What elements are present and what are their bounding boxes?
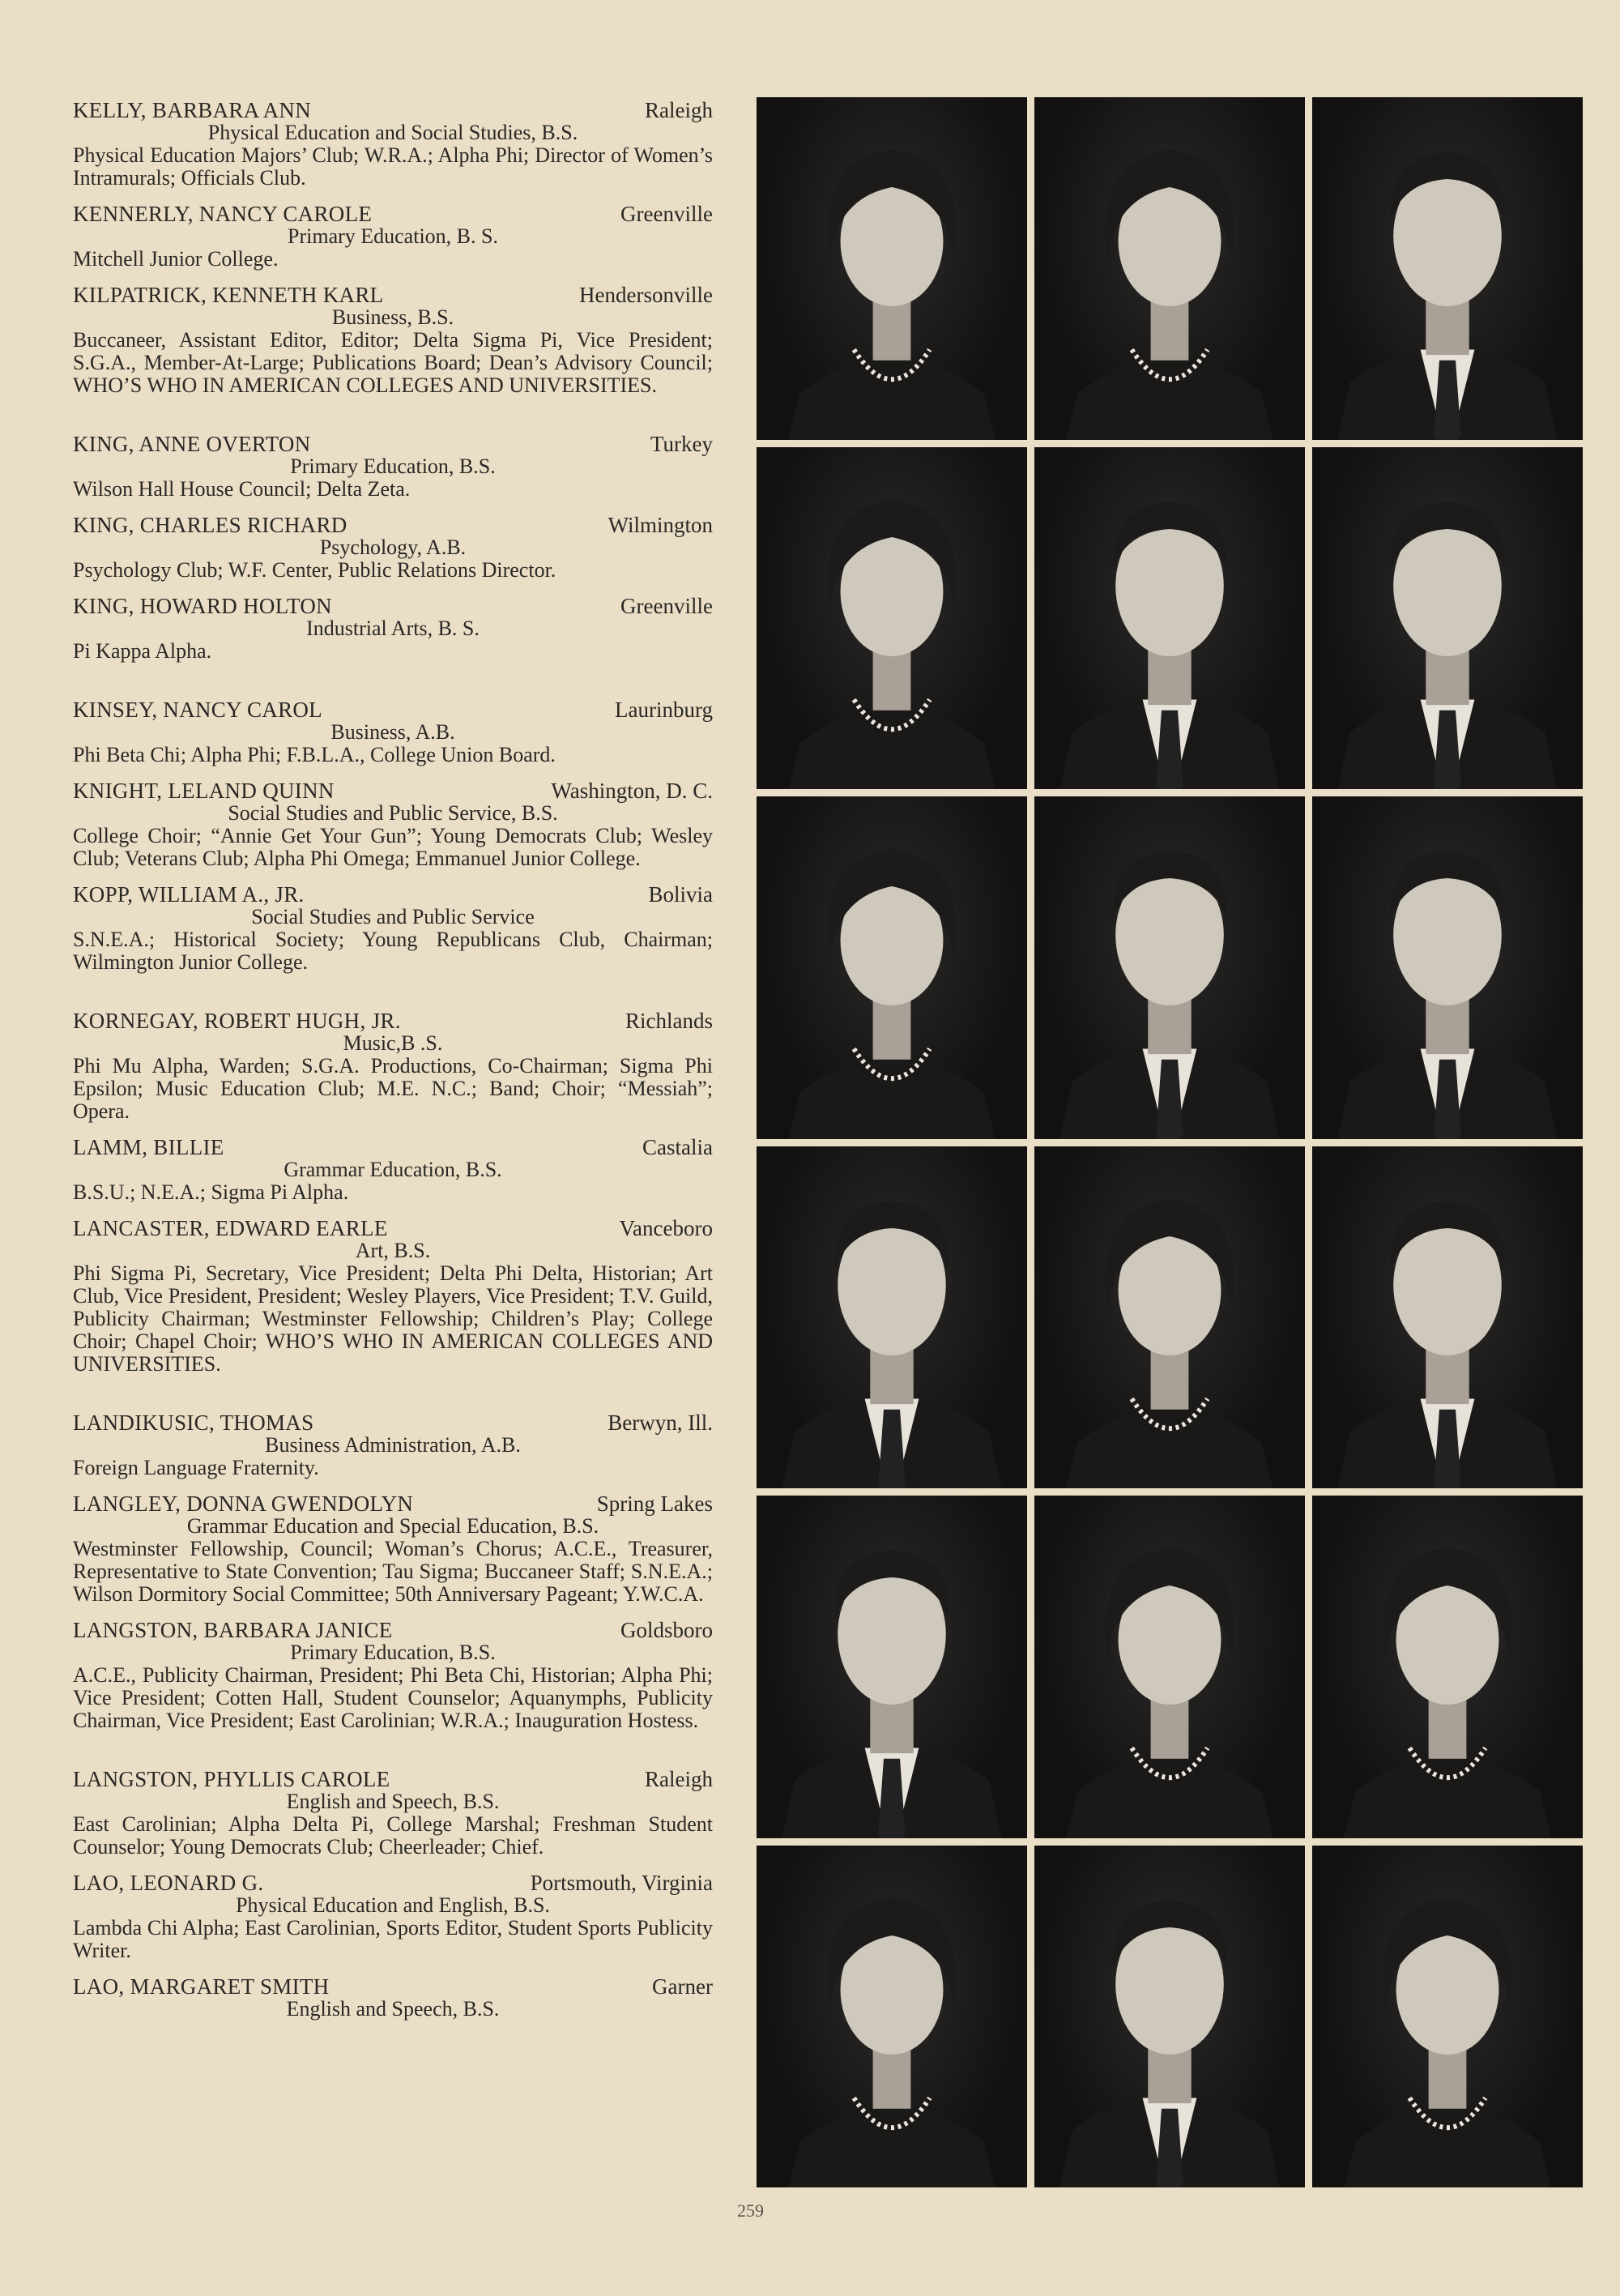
portrait-photo (1312, 1146, 1583, 1489)
senior-entry (73, 883, 713, 974)
student-name: KING, HOWARD HOLTON (73, 594, 332, 618)
sweater (783, 355, 1000, 439)
portrait-photo (1312, 1496, 1583, 1838)
degree-program: Physical Education and English, B.S. (236, 1893, 550, 1917)
portrait-photo (1312, 796, 1583, 1139)
neck (1151, 1699, 1189, 1758)
degree-program: Social Studies and Public Service, B.S. (228, 801, 558, 825)
sweater (783, 2103, 1000, 2187)
portrait-woman (757, 796, 1027, 1139)
entry-header (73, 284, 713, 306)
hometown: Castalia (642, 1135, 713, 1159)
activities-list: Mitchell Junior College. (73, 247, 279, 271)
degree-program: Grammar Education, B.S. (284, 1158, 502, 1181)
hometown: Wilmington (608, 513, 713, 537)
hometown: Turkey (650, 432, 713, 456)
portrait-man (757, 1146, 1027, 1489)
degree-program: Primary Education, B.S. (290, 1641, 496, 1664)
senior-listings (73, 99, 713, 2056)
senior-entry (73, 284, 713, 397)
hometown: Hendersonville (579, 283, 713, 307)
neck (873, 651, 911, 710)
portrait-woman (757, 447, 1027, 790)
hometown: Laurinburg (615, 698, 713, 722)
degree-program: Primary Education, B. S. (288, 224, 498, 248)
portrait-man (1312, 97, 1583, 440)
listing-group (73, 1768, 713, 2021)
senior-entry (73, 1217, 713, 1376)
entry-header (73, 99, 713, 122)
student-name: KINSEY, NANCY CAROL (73, 698, 322, 722)
portrait-photo (757, 1846, 1027, 2188)
listing-group (73, 1009, 713, 1376)
senior-entry (73, 595, 713, 663)
student-name: LANGSTON, BARBARA JANICE (73, 1618, 393, 1642)
portrait-man (757, 1496, 1027, 1838)
neck (873, 1000, 911, 1059)
portrait-woman (1034, 1146, 1305, 1489)
hometown: Bolivia (648, 882, 713, 907)
degree-program: Industrial Arts, B. S. (306, 617, 480, 640)
activities-list: Foreign Language Fraternity. (73, 1456, 319, 1479)
entry-header (73, 1009, 713, 1032)
portrait-photo (1034, 796, 1305, 1139)
activities-list: Wilson Hall House Council; Delta Zeta. (73, 477, 411, 501)
sweater (783, 1054, 1000, 1138)
portrait-grid (757, 97, 1583, 2187)
activities-list: Phi Sigma Pi, Secretary, Vice President; Delta Phi Delta, Historian; Art Club, Vice President, President; Wesley Players, Vice President; T.V. Guild, Publicity Chairman; Westminster Fellowship; Children’s Play; College Choir; Chapel Choir; WHO’S WHO IN AMERICAN COLLEGES AND UNIVERSITIES. (73, 1261, 713, 1376)
portrait-photo (1312, 1846, 1583, 2188)
sweater (1061, 1753, 1277, 1837)
activities-list: A.C.E., Publicity Chairman, President; Phi Beta Chi, Historian; Alpha Phi; Vice President; Cotten Hall, Student Counselor; Aquanymphs, Publicity Chairman, Vice President; East Carolinian; W.R.A.; Inauguration Hostess. (73, 1663, 713, 1732)
student-name: KILPATRICK, KENNETH KARL (73, 283, 384, 307)
student-name: LANGLEY, DONNA GWENDOLYN (73, 1492, 414, 1516)
senior-entry (73, 698, 713, 766)
entry-header (73, 595, 713, 617)
student-name: KENNERLY, NANCY CAROLE (73, 202, 373, 226)
degree-program: Grammar Education and Special Education, B.S. (186, 1514, 599, 1538)
senior-entry (73, 1009, 713, 1123)
student-name: KING, CHARLES RICHARD (73, 513, 347, 537)
senior-entry (73, 1975, 713, 2021)
student-name: LAO, LEONARD G. (73, 1871, 264, 1895)
hometown: Portsmouth, Virginia (530, 1871, 713, 1895)
sweater (1339, 1753, 1555, 1837)
hometown: Vanceboro (619, 1216, 713, 1240)
degree-program: Art, B.S. (355, 1239, 431, 1262)
entry-header (73, 1975, 713, 1998)
portrait-man (1034, 447, 1305, 790)
portrait-photo (757, 97, 1027, 440)
degree-program: Primary Education, B.S. (290, 455, 496, 478)
activities-list: Phi Beta Chi; Alpha Phi; F.B.L.A., College Union Board. (73, 743, 556, 766)
senior-entry (73, 1619, 713, 1732)
portrait-man (1034, 796, 1305, 1139)
entry-header (73, 698, 713, 721)
senior-entry (73, 1411, 713, 1479)
student-name: KOPP, WILLIAM A., JR. (73, 882, 305, 907)
entry-header (73, 1136, 713, 1159)
listing-group (73, 1411, 713, 1732)
senior-entry (73, 1871, 713, 1962)
portrait-woman (757, 1846, 1027, 2188)
activities-list: Westminster Fellowship, Council; Woman’s Chorus; A.C.E., Treasurer, Representative to State Convention; Tau Sigma; Buccaneer Staff; S.N.E.A.; Wilson Dormitory Social Committee; 50th Anniversary Pageant; Y.W.C.A. (73, 1537, 713, 1606)
hometown: Berwyn, Ill. (608, 1410, 713, 1435)
portrait-photo (757, 1146, 1027, 1489)
neck (1151, 1350, 1189, 1409)
student-name: KNIGHT, LELAND QUINN (73, 779, 335, 803)
hometown: Raleigh (645, 1767, 713, 1791)
activities-list: Pi Kappa Alpha. (73, 639, 212, 663)
degree-program: Social Studies and Public Service (251, 905, 535, 928)
hometown: Spring Lakes (596, 1492, 713, 1516)
neck (1429, 1699, 1467, 1758)
neck (1429, 2049, 1467, 2108)
portrait-man (1312, 1146, 1583, 1489)
activities-list: Buccaneer, Assistant Editor, Editor; Delta Sigma Pi, Vice President; S.G.A., Member-At-Large; Publications Board; Dean’s Advisory Council; WHO’S WHO IN AMERICAN COLLEGES AND UNIVERSITIES. (73, 328, 713, 397)
degree-program: Psychology, A.B. (319, 536, 467, 559)
entry-header (73, 433, 713, 455)
senior-entry (73, 1492, 713, 1606)
portrait-photo (757, 1496, 1027, 1838)
portrait-photo (1034, 1496, 1305, 1838)
student-name: LANCASTER, EDWARD EARLE (73, 1216, 388, 1240)
entry-header (73, 1871, 713, 1894)
portrait-woman (1312, 1496, 1583, 1838)
student-name: LANDIKUSIC, THOMAS (73, 1410, 314, 1435)
portrait-woman (1034, 97, 1305, 440)
student-name: KORNEGAY, ROBERT HUGH, JR. (73, 1009, 401, 1033)
senior-entry (73, 514, 713, 582)
student-name: KING, ANNE OVERTON (73, 432, 311, 456)
hometown: Greenville (620, 202, 713, 226)
entry-header (73, 1411, 713, 1434)
entry-header (73, 1492, 713, 1515)
senior-entry (73, 203, 713, 271)
student-name: LAMM, BILLIE (73, 1135, 224, 1159)
portrait-photo (1312, 97, 1583, 440)
entry-header (73, 203, 713, 225)
portrait-photo (1034, 1146, 1305, 1489)
hometown: Raleigh (645, 98, 713, 122)
entry-header (73, 1768, 713, 1790)
activities-list: Lambda Chi Alpha; East Carolinian, Sports Editor, Student Sports Publicity Writer. (73, 1916, 713, 1962)
portrait-photo (1034, 1846, 1305, 2188)
activities-list: College Choir; “Annie Get Your Gun”; Young Democrats Club; Wesley Club; Veterans Club; Alpha Phi Omega; Emmanuel Junior College. (73, 824, 713, 870)
listing-group (73, 433, 713, 663)
hometown: Garner (652, 1974, 713, 1999)
listing-group (73, 99, 713, 397)
portrait-man (1312, 796, 1583, 1139)
senior-entry (73, 433, 713, 501)
portrait-woman (1034, 1496, 1305, 1838)
degree-program: Business, B.S. (331, 305, 454, 329)
student-name: LAO, MARGARET SMITH (73, 1974, 330, 1999)
entry-header (73, 1217, 713, 1240)
page-number: 259 (737, 2200, 764, 2221)
degree-program: Business, A.B. (330, 720, 455, 744)
sweater (1061, 355, 1277, 439)
degree-program: Business Administration, A.B. (265, 1433, 521, 1457)
portrait-photo (757, 796, 1027, 1139)
senior-entry (73, 99, 713, 190)
activities-list: East Carolinian; Alpha Delta Pi, College Marshal; Freshman Student Counselor; Young Democrats Club; Cheerleader; Chief. (73, 1812, 713, 1859)
hometown: Goldsboro (620, 1618, 713, 1642)
portrait-woman (757, 97, 1027, 440)
senior-entry (73, 779, 713, 870)
degree-program: Physical Education and Social Studies, B.S. (207, 121, 578, 144)
activities-list: Physical Education Majors’ Club; W.R.A.; Alpha Phi; Director of Women’s Intramurals; Officials Club. (73, 143, 713, 190)
portrait-man (1312, 447, 1583, 790)
senior-entry (73, 1136, 713, 1204)
sweater (783, 705, 1000, 789)
hometown: Washington, D. C. (551, 779, 713, 803)
entry-header (73, 1619, 713, 1641)
portrait-photo (1034, 447, 1305, 790)
activities-list: Psychology Club; W.F. Center, Public Relations Director. (73, 558, 556, 582)
activities-list: Phi Mu Alpha, Warden; S.G.A. Productions, Co-Chairman; Sigma Phi Epsilon; Music Education Club; M.E. N.C.; Band; Choir; “Messiah”; Opera. (73, 1054, 713, 1123)
student-name: LANGSTON, PHYLLIS CAROLE (73, 1767, 390, 1791)
degree-program: English and Speech, B.S. (286, 1790, 500, 1813)
neck (873, 2049, 911, 2108)
degree-program: Music,B .S. (343, 1031, 443, 1055)
sweater (1061, 1404, 1277, 1488)
degree-program: English and Speech, B.S. (286, 1997, 500, 2021)
student-name: KELLY, BARBARA ANN (73, 98, 311, 122)
hometown: Greenville (620, 594, 713, 618)
hometown: Richlands (625, 1009, 713, 1033)
activities-list: B.S.U.; N.E.A.; Sigma Pi Alpha. (73, 1180, 349, 1204)
portrait-photo (757, 447, 1027, 790)
portrait-photo (1034, 97, 1305, 440)
portrait-photo (1312, 447, 1583, 790)
entry-header (73, 514, 713, 536)
sweater (1339, 2103, 1555, 2187)
activities-list: S.N.E.A.; Historical Society; Young Republicans Club, Chairman; Wilmington Junior College. (73, 928, 713, 974)
entry-header (73, 883, 713, 906)
senior-entry (73, 1768, 713, 1859)
listing-group (73, 698, 713, 974)
portrait-man (1034, 1846, 1305, 2188)
entry-header (73, 779, 713, 802)
portrait-woman (1312, 1846, 1583, 2188)
neck (1151, 301, 1189, 360)
neck (873, 301, 911, 360)
